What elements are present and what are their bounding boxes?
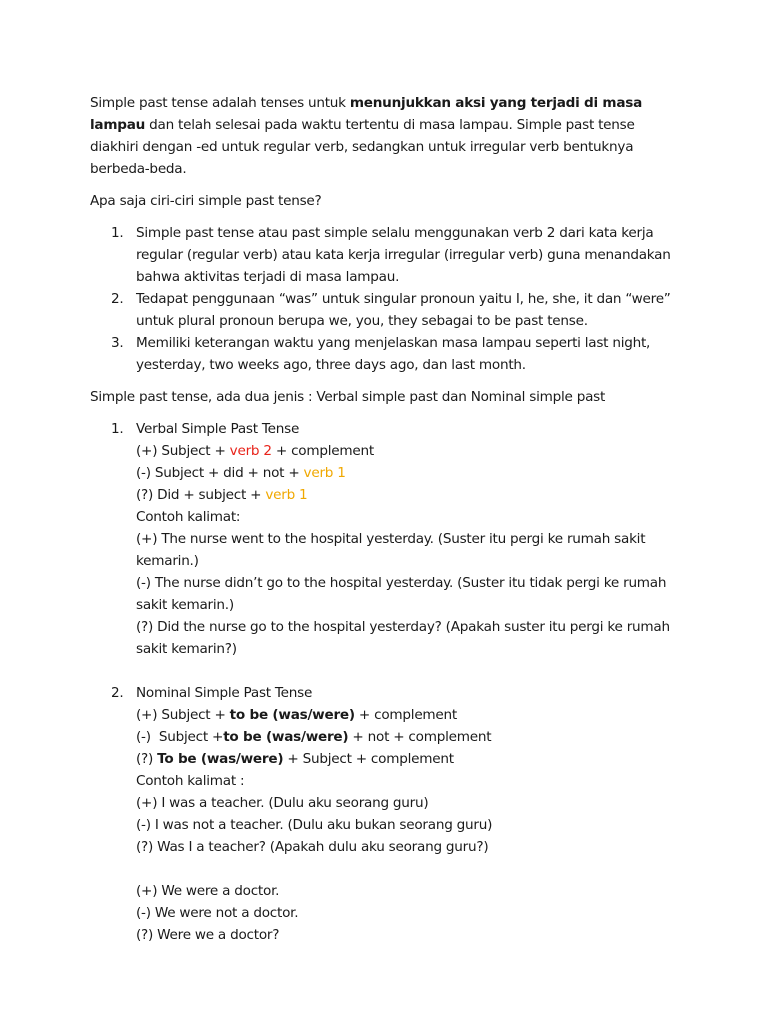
highlight-verb-2: verb 2 [229,443,272,459]
list-item [90,332,682,376]
example-sentence: (?) Did the nurse go to the hospital yesterday? (Apakah suster itu pergi ke rumah sakit kemarin?) [136,619,670,657]
nominal-question-formula [136,748,682,770]
verbal-positive-formula [136,440,682,462]
verbal-example-label: Contoh kalimat: [136,509,241,525]
nominal-positive-formula [136,704,682,726]
list-number: 1. [111,225,124,241]
spacer [136,660,682,682]
example-sentence: (-) We were not a doctor. [136,905,299,921]
example-sentence: (?) Was I a teacher? (Apakah dulu aku seorang guru?) [136,839,489,855]
verbal-title: Verbal Simple Past Tense [136,421,300,437]
verbal-negative-formula [136,462,682,484]
list-item-text: Tedapat penggunaan “was” untuk singular pronoun yaitu I, he, she, it dan “were” untuk plural pronoun berupa we, you, they sebagai to be past tense. [136,291,671,329]
types-intro-text: Simple past tense, ada dua jenis : Verbal simple past dan Nominal simple past [90,389,606,405]
formula-text: + Subject + complement [283,751,454,767]
types-list [90,418,682,946]
example-sentence: (+) I was a teacher. (Dulu aku seorang guru) [136,795,429,811]
formula-text: (-) Subject + [136,729,224,745]
nominal-section [90,682,682,946]
nominal-negative-formula [136,726,682,748]
example-sentence: (?) Were we a doctor? [136,927,280,943]
formula-text: (?) Did + subject + [136,487,266,503]
formula-text: (+) Subject + [136,707,230,723]
intro-text-continued: dan telah selesai pada waktu tertentu di masa lampau. Simple past tense diakhiri dengan -ed untuk regular verb, sedangkan untuk irregular verb bentuknya berbeda-beda. [90,117,635,177]
formula-bold: To be (was/were) [157,751,284,767]
example-sentence: (+) We were a doctor. [136,883,280,899]
formula-bold: to be (was/were) [223,729,349,745]
formula-text: (?) [136,751,158,767]
example-sentence: (-) I was not a teacher. (Dulu aku bukan seorang guru) [136,817,493,833]
intro-paragraph [90,92,682,180]
list-number: 1. [111,421,124,437]
formula-text: (-) Subject + did + not + [136,465,304,481]
list-item [90,222,682,288]
formula-bold: to be (was/were) [229,707,355,723]
list-item [90,288,682,332]
nominal-title: Nominal Simple Past Tense [136,685,313,701]
example-sentence: (+) The nurse went to the hospital yesterday. (Suster itu pergi ke rumah sakit kemarin.) [136,531,646,569]
example-sentence: (-) The nurse didn’t go to the hospital yesterday. (Suster itu tidak pergi ke rumah sakit kemarin.) [136,575,667,613]
formula-text: + complement [271,443,374,459]
nominal-example-label: Contoh kalimat : [136,773,245,789]
formula-text: + complement [354,707,457,723]
intro-bold-text: menunjukkan aksi yang terjadi di masa lampau [90,95,643,133]
list-number: 2. [111,291,124,307]
list-number: 2. [111,685,124,701]
list-item-text: Simple past tense atau past simple selalu menggunakan verb 2 dari kata kerja regular (regular verb) atau kata kerja irregular (irregular verb) guna menandakan bahwa aktivitas terjadi di masa lampau. [136,225,671,285]
verbal-question-formula [136,484,682,506]
highlight-verb-1: verb 1 [265,487,308,503]
list-number: 3. [111,335,124,351]
verbal-section [90,418,682,682]
list-item-text: Memiliki keterangan waktu yang menjelaskan masa lampau seperti last night, yesterday, two weeks ago, three days ago, dan last month. [136,335,651,373]
document-page [90,92,682,956]
formula-text: + not + complement [348,729,492,745]
formula-text: (+) Subject + [136,443,230,459]
highlight-verb-1: verb 1 [303,465,346,481]
intro-text: Simple past tense adalah tenses untuk [90,95,350,111]
spacer [136,858,682,880]
question-text: Apa saja ciri-ciri simple past tense? [90,193,322,209]
characteristics-list [90,222,682,376]
